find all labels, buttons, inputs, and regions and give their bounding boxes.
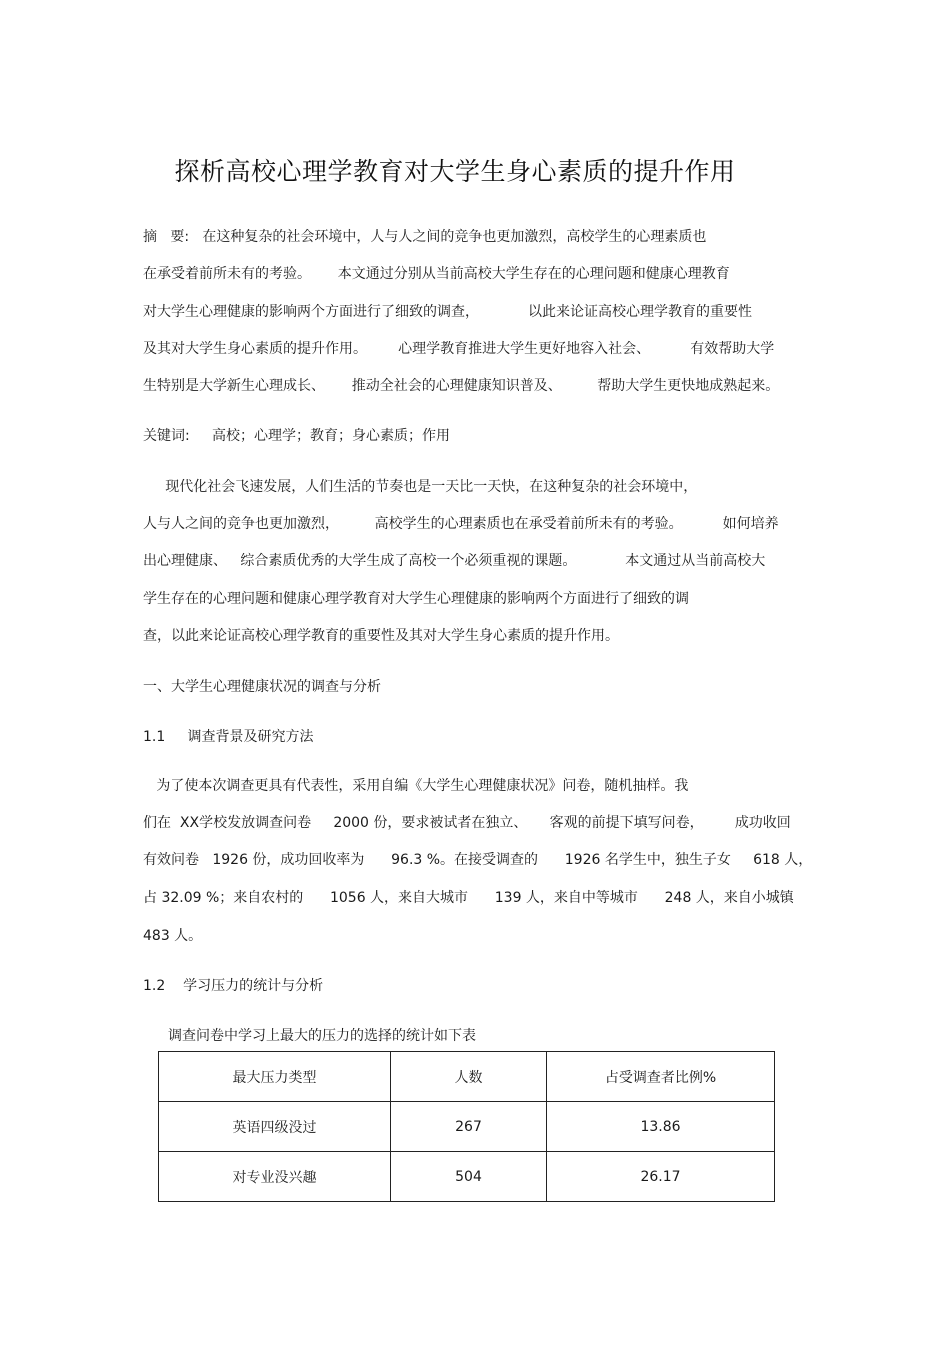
section-heading-1-2: 1.2 学习压力的统计与分析 [143, 978, 324, 994]
table-cell: 13.86 [547, 1102, 775, 1152]
intro-line: 人与人之间的竞争也更加激烈， 高校学生的心理素质也在承受着前所未有的考验。 如何培养 [143, 516, 779, 532]
intro-line: 现代化社会飞速发展，人们生活的节奏也是一天比一天快，在这种复杂的社会环境中， [143, 479, 698, 495]
method-line: 有效问卷 1926 份，成功回收率为 96.3 %。在接受调查的 1926 名学生中，独生子女 618 人， [143, 852, 813, 868]
abstract-line: 在承受着前所未有的考验。 本文通过分别从当前高校大学生存在的心理问题和健康心理教育 [143, 266, 730, 282]
pressure-table [158, 1051, 775, 1202]
intro-line: 出心理健康、 综合素质优秀的大学生成了高校一个必须重视的课题。 本文通过从当前高校大 [143, 553, 766, 569]
abstract-line: 摘 要: 在这种复杂的社会环境中，人与人之间的竞争也更加激烈，高校学生的心理素质也 [143, 229, 707, 245]
intro-line: 查，以此来论证高校心理学教育的重要性及其对大学生身心素质的提升作用。 [143, 628, 619, 644]
keywords: 关键词: 高校；心理学；教育；身心素质；作用 [143, 428, 450, 444]
table-cell: 267 [391, 1102, 547, 1152]
section-heading-1: 一、大学生心理健康状况的调查与分析 [143, 679, 381, 695]
method-line: 占 32.09 %；来自农村的 1056 人，来自大城市 139 人，来自中等城市 248 人，来自小城镇 [143, 890, 794, 906]
table-header-cell: 人数 [391, 1052, 547, 1102]
table-cell: 26.17 [547, 1152, 775, 1202]
intro-line: 学生存在的心理问题和健康心理学教育对大学生心理健康的影响两个方面进行了细致的调 [143, 591, 689, 607]
method-line: 483 人。 [143, 928, 203, 944]
table-header-cell: 最大压力类型 [159, 1052, 391, 1102]
table-header-cell: 占受调查者比例% [547, 1052, 775, 1102]
section-heading-1-1: 1.1 调查背景及研究方法 [143, 729, 314, 745]
table-cell: 英语四级没过 [159, 1102, 391, 1152]
document-title: 探析高校心理学教育对大学生身心素质的提升作用 [174, 157, 736, 186]
method-line: 们在 XX学校发放调查问卷 2000 份，要求被试者在独立、 客观的前提下填写问卷， 成功收回 [143, 815, 791, 831]
abstract-line: 生特别是大学新生心理成长、 推动全社会的心理健康知识普及、 帮助大学生更快地成熟起来。 [143, 378, 780, 394]
method-line: 为了使本次调查更具有代表性，采用自编《大学生心理健康状况》问卷，随机抽样。我 [143, 778, 689, 794]
table-cell: 对专业没兴趣 [159, 1152, 391, 1202]
table-caption: 调查问卷中学习上最大的压力的选择的统计如下表 [168, 1028, 476, 1044]
table-header-row [159, 1052, 775, 1102]
table-row [159, 1152, 775, 1202]
abstract-line: 对大学生心理健康的影响两个方面进行了细致的调查， 以此来论证高校心理学教育的重要性 [143, 304, 752, 320]
table-row [159, 1102, 775, 1152]
abstract-line: 及其对大学生身心素质的提升作用。 心理学教育推进大学生更好地容入社会、 有效帮助大学 [143, 341, 775, 357]
table-cell: 504 [391, 1152, 547, 1202]
